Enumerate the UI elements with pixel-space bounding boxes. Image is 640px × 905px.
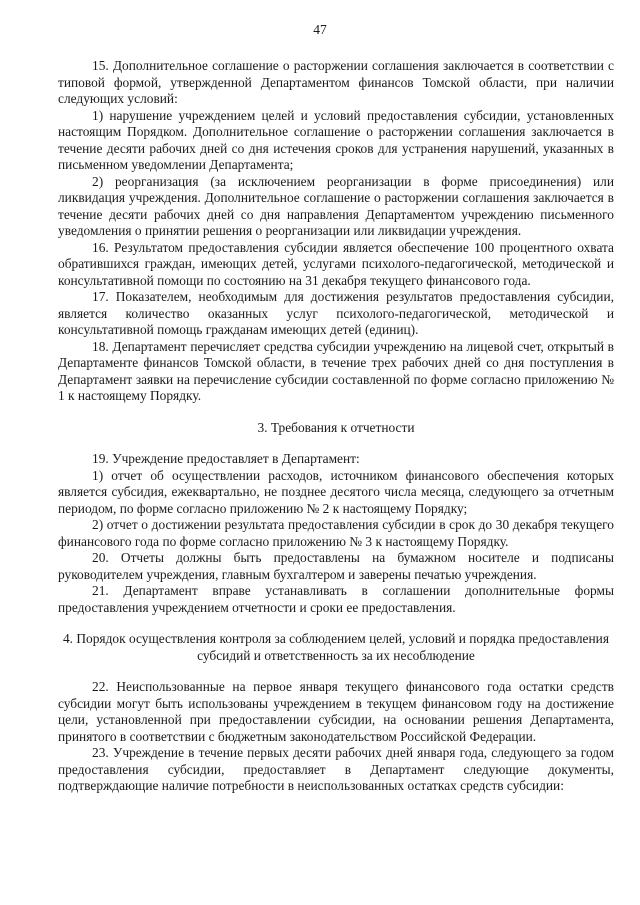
paragraph-19: 19. Учреждение предоставляет в Департамент: (92, 451, 360, 466)
section-heading-4: 4. Порядок осуществления контроля за соблюдением целей, условий и порядка предоставления субсидий и ответственность за их несоблюдение (62, 631, 609, 663)
page-number: 47 (313, 22, 327, 37)
paragraph-22: 22. Неиспользованные на первое января текущего финансового года остатки средств субсидии могут быть использованы учреждением в текущем финансовом году на достижение цели, установленной при предоставлении субсидии, на основании решения Департамента, принятого в соответствии с бюджетным законодательством Российской Федерации. (58, 679, 614, 744)
paragraph-16: 16. Результатом предоставления субсидии является обеспечение 100 процентного охвата обратившихся граждан, имеющих детей, услугами психолого-педагогической, методической и консультативной помощи по состоянию на 31 декабря текущего финансового года. (58, 239, 614, 288)
paragraph-21: 21. Департамент вправе устанавливать в соглашении дополнительные формы предоставления учреждением отчетности и сроки ее предоставления. (58, 583, 614, 615)
paragraph-19-item-2: 2) отчет о достижении результата предоставления субсидии в срок до 30 декабря текущего финансового года по форме согласно приложению № 3 к настоящему Порядку. (58, 517, 614, 549)
paragraph-20: 20. Отчеты должны быть предоставлены на бумажном носителе и подписаны руководителем учреждения, главным бухгалтером и заверены печатью учреждения. (58, 550, 614, 582)
paragraph-19-item-1: 1) отчет об осуществлении расходов, источником финансового обеспечения которых является субсидия, ежеквартально, не позднее десятого числа месяца, следующего за отчетным периодом, по форме согласно приложению № 2 к настоящему Порядку; (58, 467, 614, 516)
paragraph-23: 23. Учреждение в течение первых десяти рабочих дней января года, следующего за годом предоставления субсидии, предоставляет в Департамент следующие документы, подтверждающие наличие потребности в неиспользованных остатках средств субсидии: (58, 745, 614, 793)
document-body (58, 58, 614, 795)
paragraph-15-item-1: 1) нарушение учреждением целей и условий предоставления субсидии, установленных настоящим Порядком. Дополнительное соглашение о расторжении соглашения заключается в течение десяти рабочих дней со дня истечения сроков для устранения нарушений, указанных в письменном уведомлении Департамента; (58, 107, 614, 172)
paragraph-18: 18. Департамент перечисляет средства субсидии учреждению на лицевой счет, открытый в Департаменте финансов Томской области, в течение трех рабочих дней со дня поступления в Департамент заявки на перечисление субсидии составленной по форме согласно приложению № 1 к настоящему Порядку. (58, 338, 614, 403)
section-heading-3: 3. Требования к отчетности (257, 419, 415, 435)
paragraph-15-item-2: 2) реорганизация (за исключением реорганизации в форме присоединения) или ликвидация учреждения. Дополнительное соглашение о расторжении соглашения заключается в течение десяти рабочих дней со дня направления Департаментом учреждению письменного уведомления о принятии решения о реорганизации или ликвидации учреждения. (58, 173, 614, 238)
paragraph-17: 17. Показателем, необходимым для достижения результатов предоставления субсидии, является количество оказанных услуг психолого-педагогической, методической и консультативной помощь гражданам имеющих детей (единиц). (58, 289, 614, 337)
paragraph-15: 15. Дополнительное соглашение о расторжении соглашения заключается в соответствии с типовой формой, утвержденной Департаментом финансов Томской области, при наличии следующих условий: (58, 58, 614, 106)
